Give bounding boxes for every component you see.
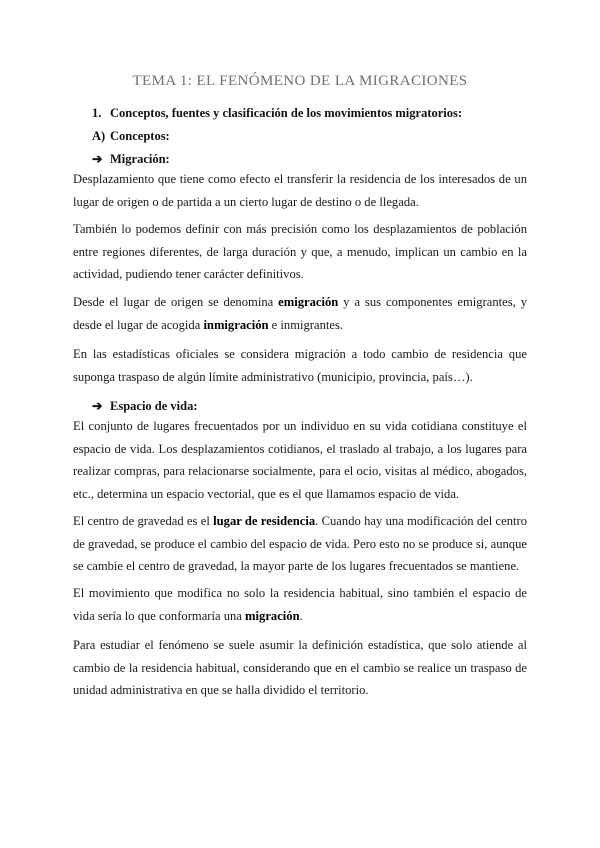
paragraph-espacio-de-vida: El conjunto de lugares frecuentados por un individuo en su vida cotidiana constituye el espacio de vida. Los desplazamientos cotidianos, el traslado al trabajo, a los lugares para realizar compras, para relacionarse socialmente, para el ocio, visitas al médico, abogados, etc., determina un espacio vectorial, que es el que llamamos espacio de vida. <box>73 419 527 501</box>
term-emigracion: emigración <box>278 295 339 309</box>
paragraph-estadisticas: En las estadísticas oficiales se considera migración a todo cambio de residencia que suponga traspaso de algún límite administrativo (municipio, provincia, país…). <box>73 347 527 384</box>
heading-text: Conceptos, fuentes y clasificación de los movimientos migratorios: <box>110 106 463 120</box>
heading-text: Migración: <box>110 152 170 166</box>
heading-text: Conceptos: <box>110 129 170 143</box>
arrow-icon: ➔ <box>92 152 103 166</box>
term-inmigracion: inmigración <box>203 317 269 332</box>
paragraph-migracion-definition: Desplazamiento que tiene como efecto el transferir la residencia de los interesados de un lugar de origen o de partida a un cierto lugar de destino o de llegada. <box>73 172 527 209</box>
paragraph-emigracion-inmigracion: Desde el lugar de origen se denomina emigración y a sus componentes emigrantes, y desde el lugar de acogida inmigración e inmigrantes. <box>73 295 527 332</box>
heading-migracion <box>92 151 170 167</box>
heading-subsection-a <box>92 129 170 144</box>
paragraph-centro-de-gravedad: El centro de gravedad es el lugar de residencia. Cuando hay una modificación del centro de gravedad, se produce el cambio del espacio de vida. Pero esto no se produce si, aunque se cambie el centro de gravedad, la mayor parte de los lugares frecuentados se mantiene. <box>73 514 527 573</box>
term-migracion: migración <box>245 608 300 623</box>
arrow-icon: ➔ <box>92 399 103 413</box>
heading-text: Espacio de vida: <box>110 399 198 413</box>
term-lugar-de-residencia: lugar de residencia <box>213 514 316 528</box>
heading-espacio-de-vida <box>92 398 198 414</box>
paragraph-movimiento: El movimiento que modifica no solo la residencia habitual, sino también el espacio de vida sería lo que conformaría una migración. <box>73 586 527 623</box>
heading-number: 1. <box>92 106 102 120</box>
page-title: TEMA 1: EL FENÓMENO DE LA MIGRACIONES <box>132 73 468 89</box>
heading-section-1 <box>92 106 462 121</box>
paragraph-migracion-precision: También lo podemos definir con más precisión como los desplazamientos de población entre regiones diferentes, de larga duración y que, a menudo, implican un cambio en la actividad, pudiendo tener carácter definitivos. <box>73 222 527 281</box>
heading-number: A) <box>92 129 106 143</box>
paragraph-definicion-estadistica: Para estudiar el fenómeno se suele asumir la definición estadística, que solo atiende al cambio de la residencia habitual, considerando que en el cambio se realice un traspaso de unidad administrativa en que se halla dividido el territorio. <box>73 638 527 697</box>
